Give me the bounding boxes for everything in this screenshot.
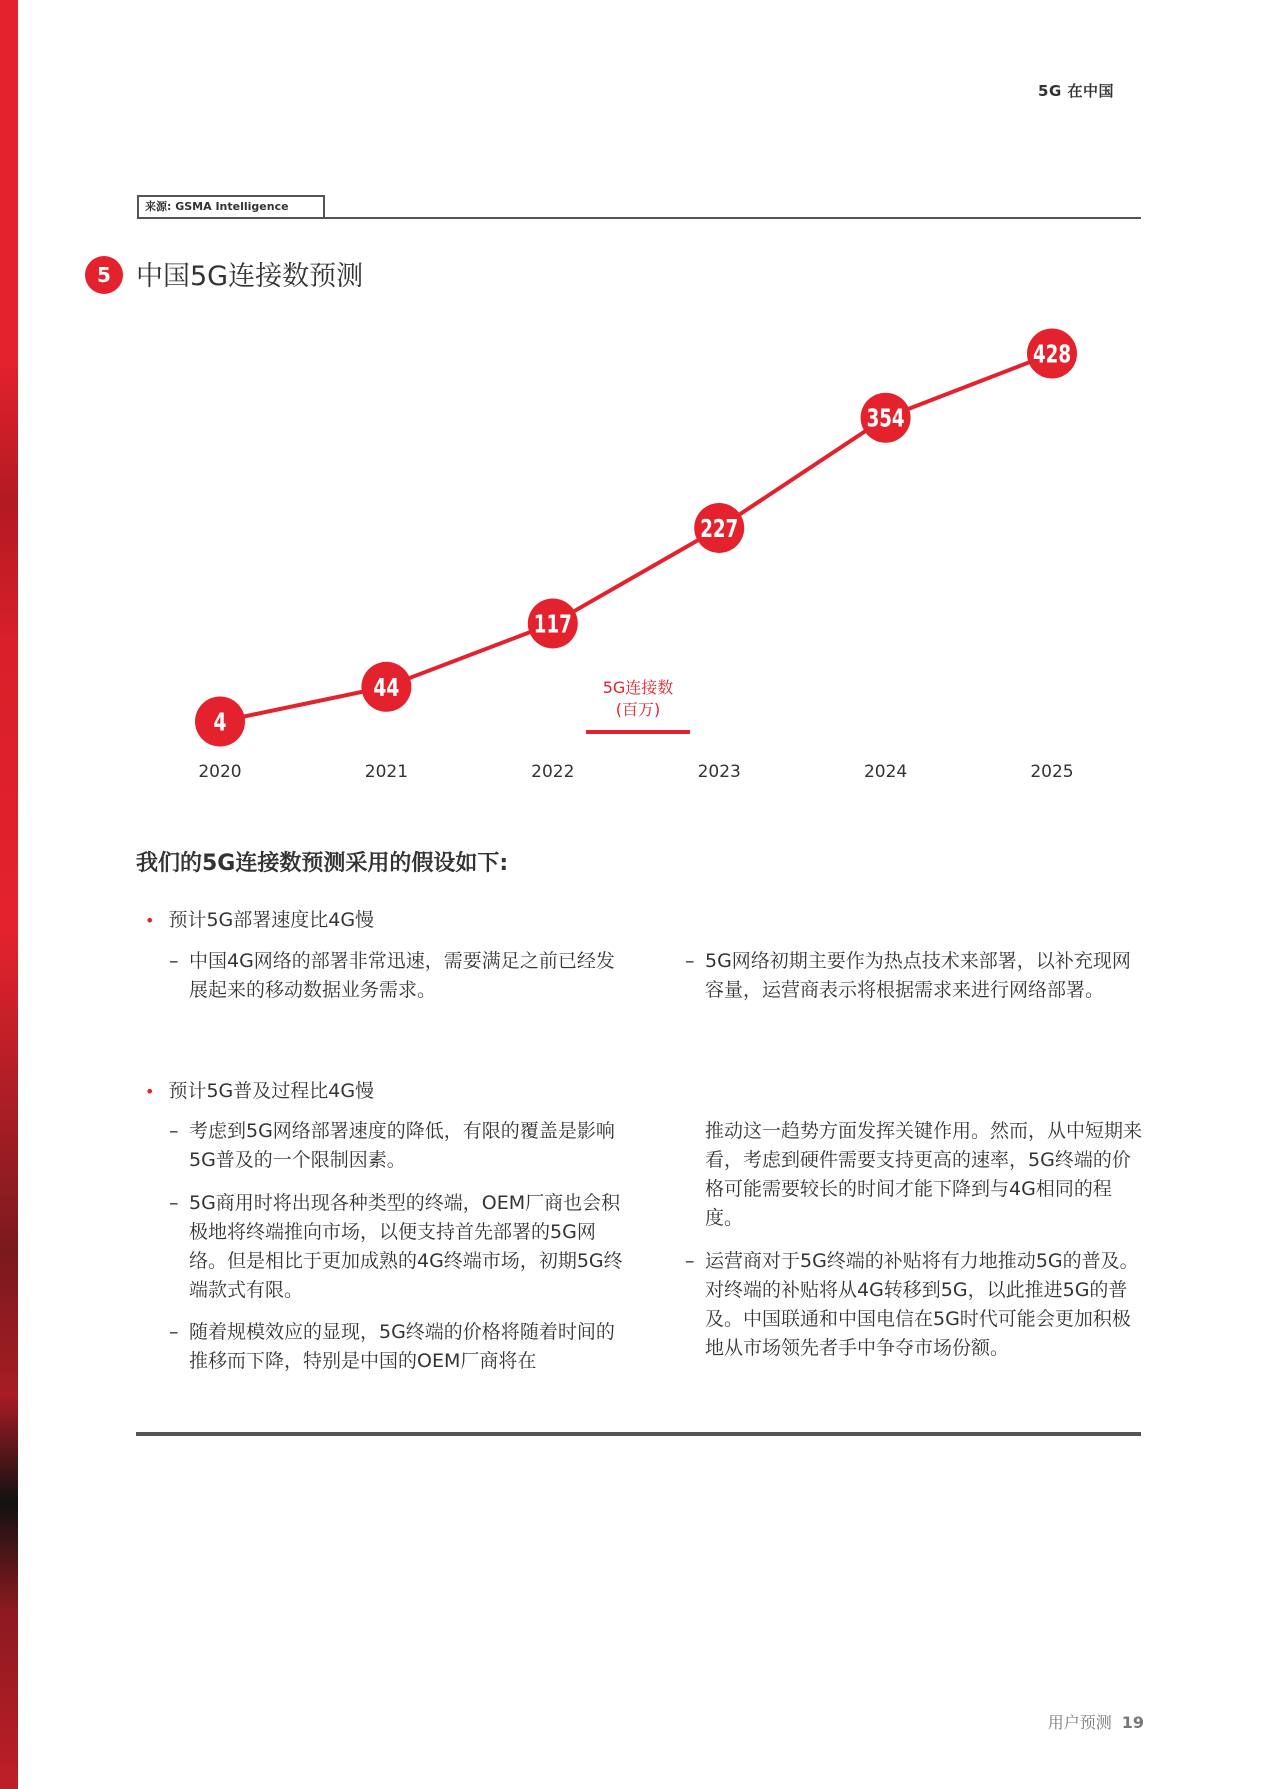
legend-unit: (百万) xyxy=(615,700,661,719)
assumptions-heading: 我们的5G连接数预测采用的假设如下: xyxy=(136,851,509,876)
legend-line-swatch xyxy=(586,730,690,734)
bullet-dot-icon: • xyxy=(145,911,155,930)
page-number: 19 xyxy=(1121,1713,1144,1732)
x-tick-label: 2023 xyxy=(697,762,741,782)
legend-label xyxy=(570,677,706,721)
source-divider xyxy=(325,217,1141,219)
paragraph: – 考虑到5G网络部署速度的降低，有限的覆盖是影响5G普及的一个限制因素。 xyxy=(189,1117,629,1175)
data-label-2021: 44 xyxy=(373,672,400,702)
source-label: 来源: GSMA Intelligence xyxy=(137,195,325,219)
figure-title: 中国5G连接数预测 xyxy=(136,261,364,292)
paragraph-continued: 推动这一趋势方面发挥关键作用。然而，从中短期来看，考虑到硬件需要支持更高的速率，5G终端的价格可能需要较长的时间才能下降到与4G相同的程度。 xyxy=(705,1120,1143,1229)
paragraph: – 运营商对于5G终端的补贴将有力地推动5G的普及。对终端的补贴将从4G转移到5G，以此推进5G的普及。中国联通和中国电信在5G时代可能会更加积极地从市场领先者手中争夺市场份额。 xyxy=(705,1247,1145,1363)
paragraph: – 5G网络初期主要作为热点技术来部署，以补充现网容量，运营商表示将根据需求来进行网络部署。 xyxy=(705,947,1145,1005)
header-tag: 5G 在中国 xyxy=(1038,82,1114,100)
data-label-2024: 354 xyxy=(866,403,905,433)
figure-number-badge: 5 xyxy=(85,256,123,294)
legend-series-name: 5G连接数 xyxy=(602,678,674,697)
data-label-2023: 227 xyxy=(700,513,739,543)
bullet-dot-icon: • xyxy=(145,1082,155,1101)
x-tick-label: 2020 xyxy=(198,762,242,782)
x-tick-label: 2021 xyxy=(364,762,409,782)
paragraph: – 5G商用时将出现各种类型的终端，OEM厂商也会积极地将终端推向市场，以便支持首先部署的5G网络。但是相比于更加成熟的4G终端市场，初期5G终端款式有限。 xyxy=(189,1189,629,1305)
bullet-title: 预计5G普及过程比4G慢 xyxy=(168,1080,375,1102)
left-decorative-strip xyxy=(0,0,18,1789)
paragraph: – 中国4G网络的部署非常迅速，需要满足之前已经发展起来的移动数据业务需求。 xyxy=(189,947,629,1005)
connections-line-chart xyxy=(0,300,1276,800)
data-label-2025: 428 xyxy=(1033,339,1071,369)
bullet-adoption-speed xyxy=(145,1076,374,1103)
bullet-deployment-speed xyxy=(145,905,374,932)
x-tick-label: 2022 xyxy=(531,762,575,782)
bullet-title: 预计5G部署速度比4G慢 xyxy=(168,909,375,931)
x-tick-label: 2025 xyxy=(1030,762,1074,782)
footer-section: 用户预测 xyxy=(1047,1713,1112,1732)
page-footer xyxy=(1048,1710,1144,1733)
x-tick-label: 2024 xyxy=(863,762,908,782)
paragraph: – 随着规模效应的显现，5G终端的价格将随着时间的推移而下降，特别是中国的OEM厂商将在 xyxy=(189,1318,629,1376)
bottom-divider xyxy=(136,1432,1141,1436)
data-label-2020: 4 xyxy=(213,707,227,737)
series-line xyxy=(220,353,1052,721)
data-label-2022: 117 xyxy=(533,609,572,639)
